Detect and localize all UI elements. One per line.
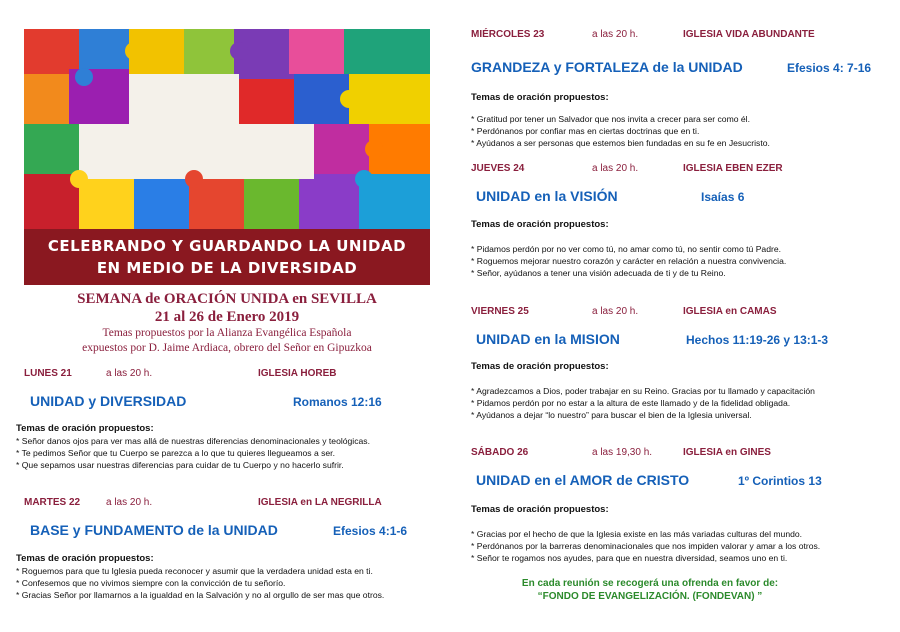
topic-item: * Gratitud por tener un Salvador que nos invita a crecer para ser como él. <box>471 114 750 124</box>
day-reference: Hechos 11:19-26 y 13:1-3 <box>686 333 829 347</box>
day-theme: UNIDAD en la MISION <box>476 331 620 347</box>
day-reference: Efesios 4: 7-16 <box>787 61 872 75</box>
day-time: a las 20 h. <box>106 368 153 379</box>
topic-item: * Pidamos perdón por no estar a la altura de este llamado y de la fidelidad obligada. <box>471 398 791 408</box>
puzzle-image <box>24 29 430 229</box>
day-theme: UNIDAD y DIVERSIDAD <box>30 393 187 409</box>
week-title: SEMANA de ORACIÓN UNIDA en SEVILLA <box>77 291 377 307</box>
day-time: a las 20 h. <box>106 497 153 508</box>
topics-heading: Temas de oración propuestos: <box>471 504 609 515</box>
day-theme: UNIDAD en la VISIÓN <box>476 188 618 204</box>
banner-line-2: EN MEDIO DE LA DIVERSIDAD <box>96 259 358 277</box>
day-theme: GRANDEZA y FORTALEZA de la UNIDAD <box>471 59 743 75</box>
day-time: a las 20 h. <box>592 306 639 317</box>
topic-item: * Roguemos mejorar nuestro corazón y carácter en relación a nuestra convivencia. <box>471 256 787 266</box>
topic-item: * Que sepamos usar nuestras diferencias para cuidar de tu Cuerpo y no hacerlo sufrir. <box>16 460 344 470</box>
topics-heading: Temas de oración propuestos: <box>16 423 154 434</box>
topic-item: * Señor te rogamos nos ayudes, para que en nuestra diversidad, seamos uno en ti. <box>471 553 788 563</box>
topic-item: * Señor danos ojos para ver mas allá de nuestras diferencias denominacionales y teológicas. <box>16 436 370 446</box>
day-reference: Isaías 6 <box>701 190 745 204</box>
topic-item: * Gracias por el hecho de que la Iglesia existe en las más variadas culturas del mundo. <box>471 529 803 539</box>
offering-note: En cada reunión se recogerá una ofrenda en favor de: <box>521 578 779 589</box>
topics-heading: Temas de oración propuestos: <box>471 219 609 230</box>
title-banner <box>24 229 430 285</box>
presented-by: expuestos por D. Jaime Ardiaca, obrero del Señor en Gipuzkoa <box>82 342 372 354</box>
day-label: JUEVES 24 <box>471 163 525 174</box>
day-time: a las 19,30 h. <box>592 447 653 458</box>
day-reference: 1º Corintios 13 <box>738 474 822 488</box>
day-church: IGLESIA en GINES <box>683 447 771 458</box>
topic-item: * Roguemos para que tu Iglesia pueda reconocer y asumir que la verdadera unidad esta en ti. <box>16 566 373 576</box>
offering-fund: “FONDO DE EVANGELIZACIÓN. (FONDEVAN) ” <box>537 591 763 602</box>
topics-heading: Temas de oración propuestos: <box>471 361 609 372</box>
topics-heading: Temas de oración propuestos: <box>471 92 609 103</box>
day-time: a las 20 h. <box>592 29 639 40</box>
proposed-by: Temas propuestos por la Alianza Evangélica Española <box>102 327 352 339</box>
day-theme: UNIDAD en el AMOR de CRISTO <box>476 472 690 488</box>
day-church: IGLESIA en LA NEGRILLA <box>258 497 382 508</box>
topic-item: * Señor, ayúdanos a tener una visión adecuada de ti y de tu Reino. <box>471 268 726 278</box>
topic-item: * Ayúdanos a ser personas que estemos bien fundadas en su fe en Jesucristo. <box>471 138 770 148</box>
day-label: MIÉRCOLES 23 <box>471 29 545 40</box>
topic-item: * Perdónanos por la barreras denominacionales que nos impiden valorar y amar a los otros. <box>471 541 821 551</box>
day-label: SÁBADO 26 <box>471 447 529 458</box>
week-dates: 21 al 26 de Enero 2019 <box>154 309 300 325</box>
banner-line-1: CELEBRANDO Y GUARDANDO LA UNIDAD <box>47 237 407 255</box>
day-time: a las 20 h. <box>592 163 639 174</box>
day-church: IGLESIA VIDA ABUNDANTE <box>683 29 815 40</box>
day-theme: BASE y FUNDAMENTO de la UNIDAD <box>30 522 278 538</box>
topic-item: * Ayúdanos a dejar “lo nuestro” para buscar el bien de la Iglesia universal. <box>471 410 752 420</box>
day-church: IGLESIA en CAMAS <box>683 306 777 317</box>
day-church: IGLESIA HOREB <box>258 368 337 379</box>
day-label: VIERNES 25 <box>471 306 529 317</box>
topic-item: * Pidamos perdón por no ver como tú, no amar como tú, no sentir como tú Padre. <box>471 244 782 254</box>
day-church: IGLESIA EBEN EZER <box>683 163 783 174</box>
topic-item: * Agradezcamos a Dios, poder trabajar en su Reino. Gracias por tu llamado y capacitación <box>471 386 815 396</box>
day-reference: Romanos 12:16 <box>293 395 382 409</box>
day-label: LUNES 21 <box>24 368 72 379</box>
topic-item: * Perdónanos por confiar mas en ciertas doctrinas que en ti. <box>471 126 700 136</box>
topics-heading: Temas de oración propuestos: <box>16 553 154 564</box>
topic-item: * Confesemos que no vivimos siempre con la convicción de tu señorío. <box>16 578 286 588</box>
topic-item: * Te pedimos Señor que tu Cuerpo se parezca a lo que tu quieres llegueamos a ser. <box>16 448 335 458</box>
day-reference: Efesios 4:1-6 <box>333 524 408 538</box>
day-label: MARTES 22 <box>24 497 81 508</box>
topic-item: * Gracias Señor por llamarnos a la igualdad en la Salvación y no al orgullo de ser mas que otros. <box>16 590 385 600</box>
